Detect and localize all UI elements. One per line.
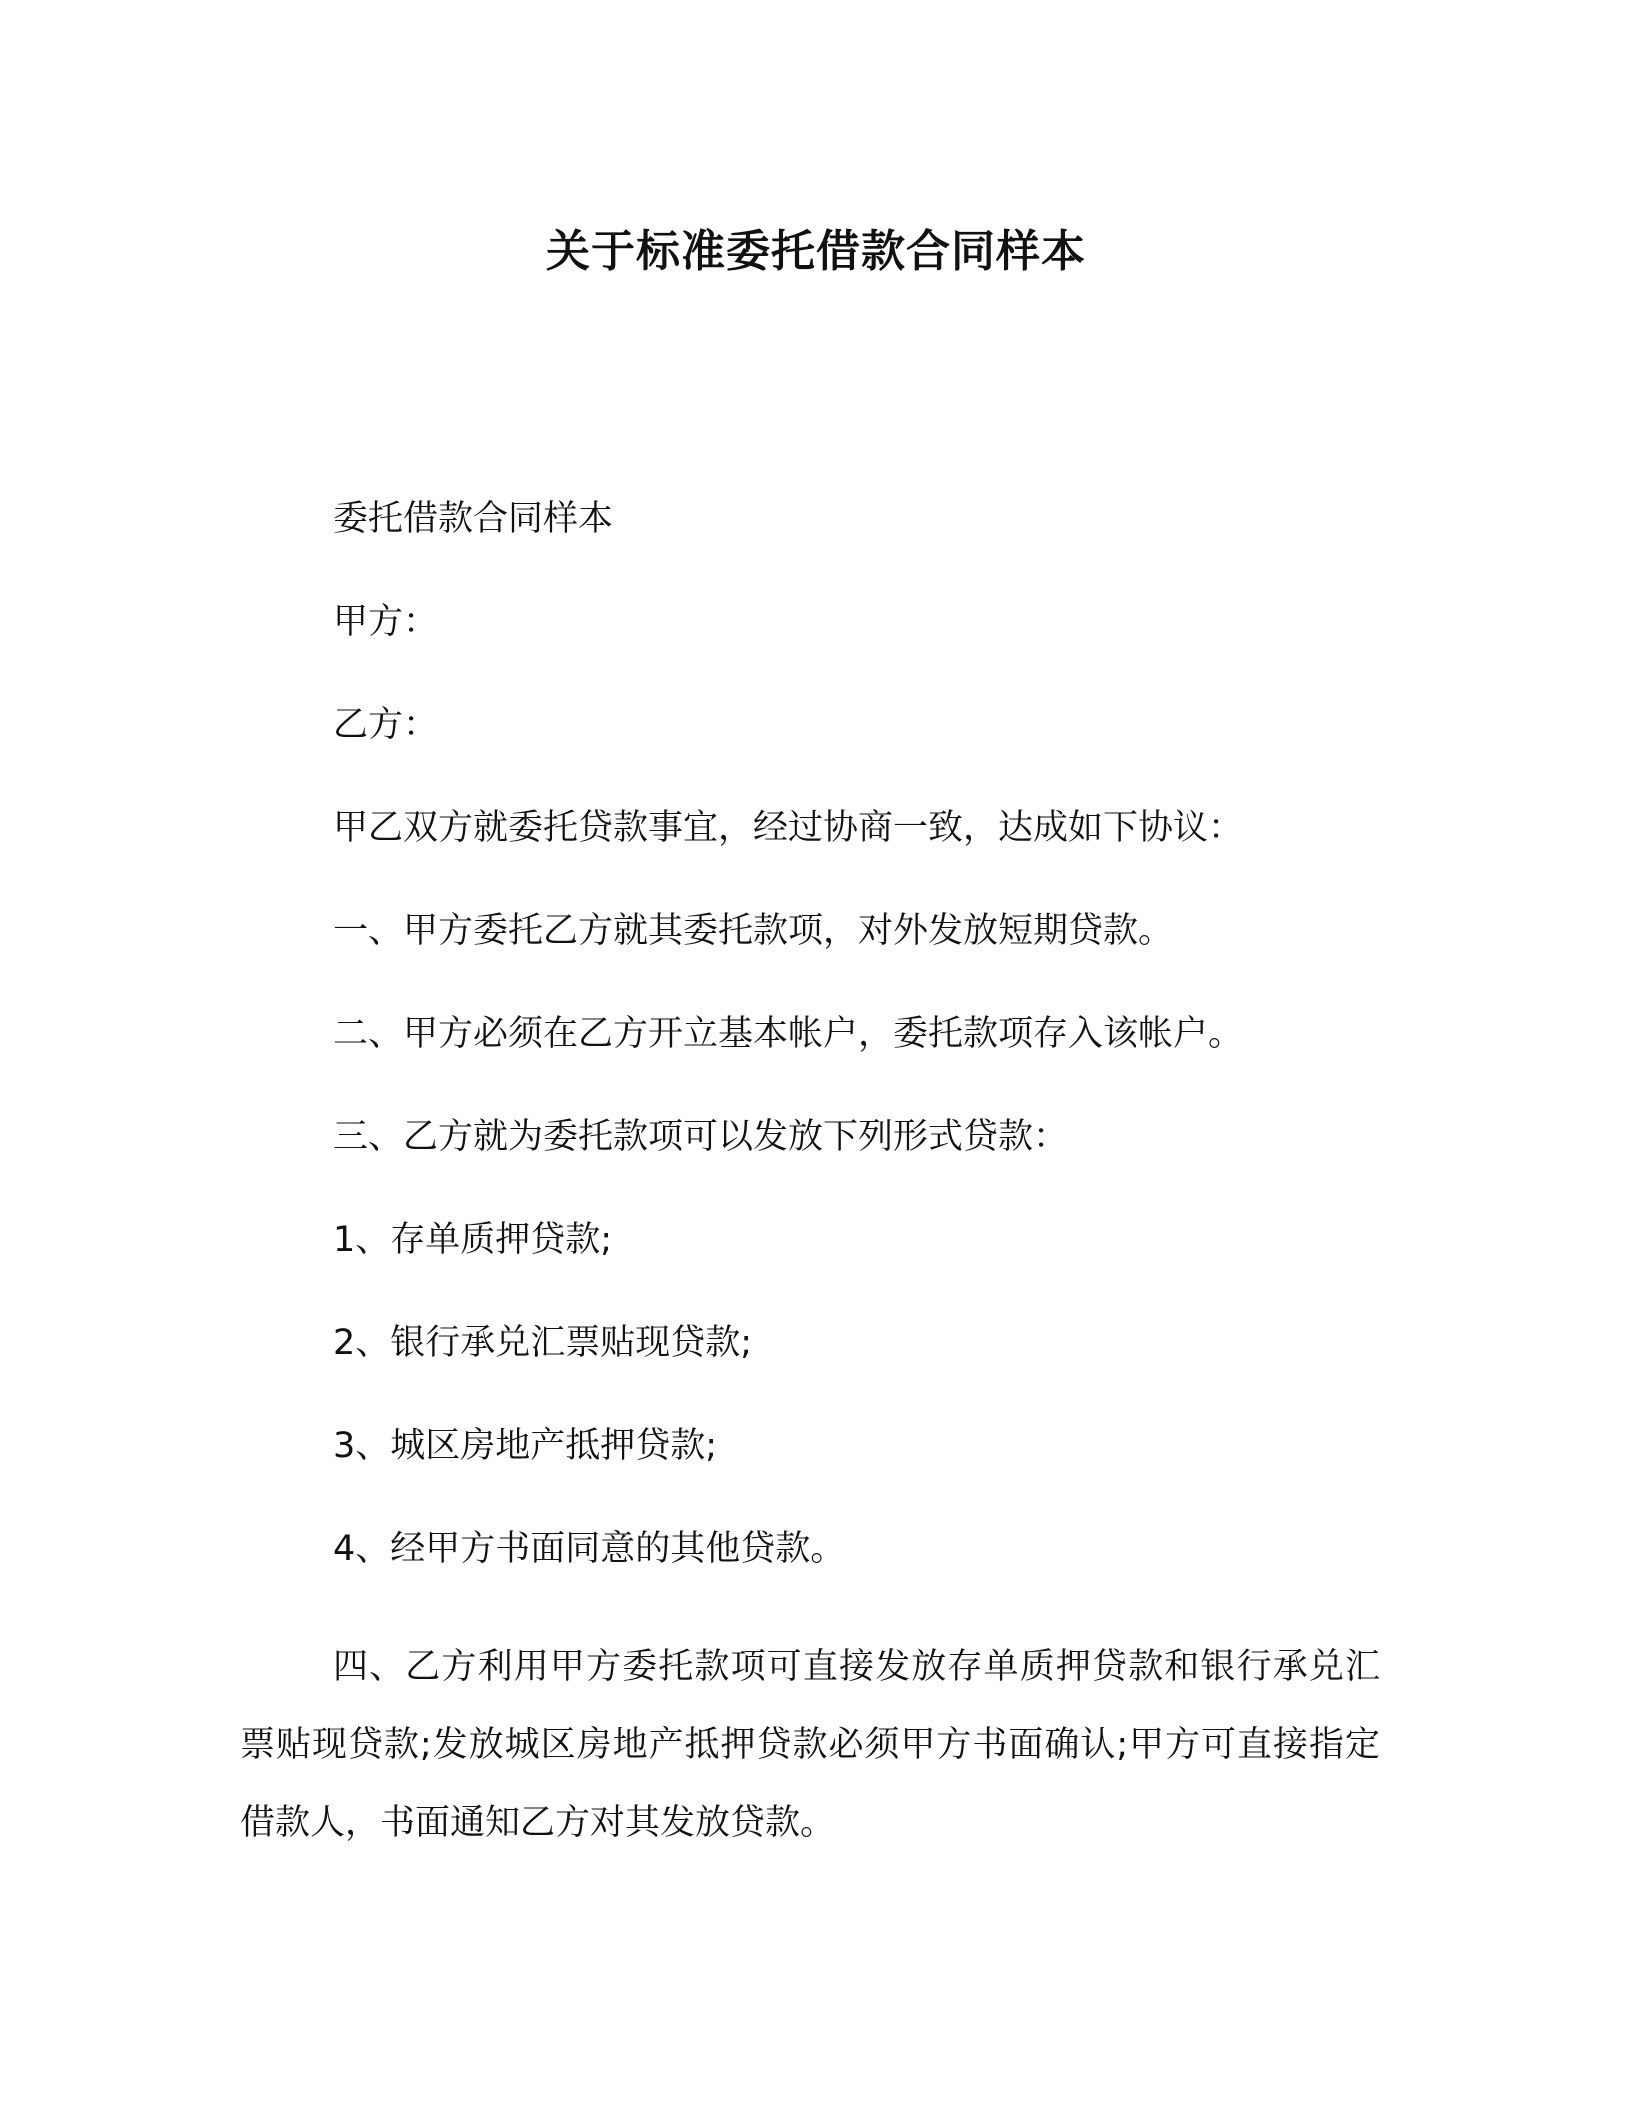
clause-1: 一、甲方委托乙方就其委托款项，对外发放短期贷款。 [333,911,1174,951]
loan-type-1: 1、存单质押贷款; [333,1220,613,1260]
document-title: 关于标准委托借款合同样本 [546,226,1086,277]
loan-type-3: 3、城区房地产抵押贷款; [333,1426,718,1466]
loan-type-2: 2、银行承兑汇票贴现贷款; [333,1323,753,1363]
clause-3: 三、乙方就为委托款项可以发放下列形式贷款： [333,1117,1069,1157]
party-b-label: 乙方： [333,705,439,745]
preamble-text: 甲乙双方就委托贷款事宜，经过协商一致，达成如下协议： [333,808,1244,848]
party-a-label: 甲方： [333,602,439,642]
clause-2: 二、甲方必须在乙方开立基本帐户，委托款项存入该帐户。 [333,1014,1244,1054]
contract-subtitle: 委托借款合同样本 [333,499,614,539]
clause-4-paragraph: 四、乙方利用甲方委托款项可直接发放存单质押贷款和银行承兑汇票贴现贷款;发放城区房地产抵押贷款必须甲方书面确认;甲方可直接指定借款人，书面通知乙方对其发放贷款。 [240,1647,1380,1843]
loan-type-4: 4、经甲方书面同意的其他贷款。 [333,1529,846,1569]
